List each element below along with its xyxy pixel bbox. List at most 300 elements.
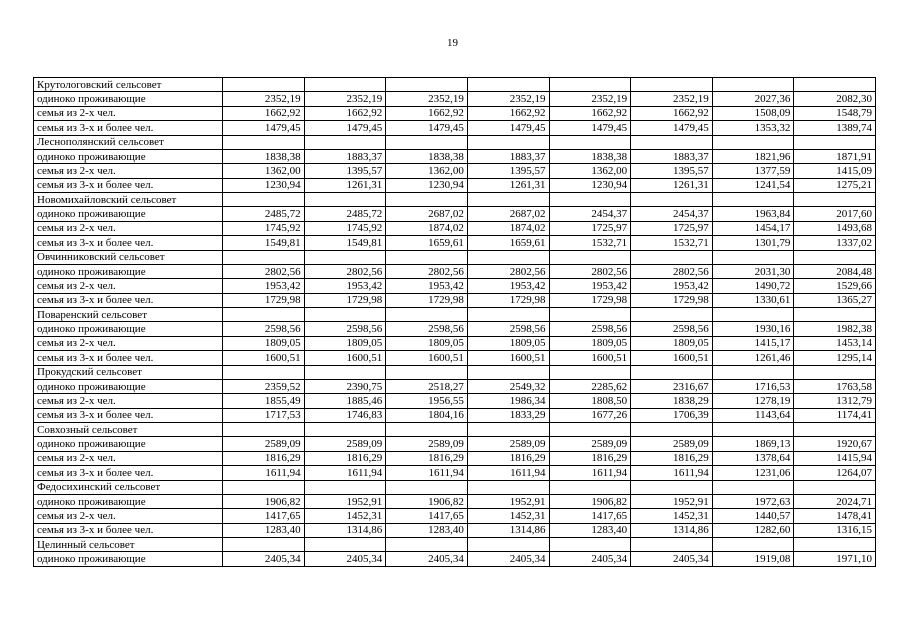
value-cell: 1809,05 (467, 336, 549, 350)
value-cell: 1337,02 (794, 236, 876, 250)
value-cell: 2549,32 (467, 379, 549, 393)
value-cell (712, 365, 794, 379)
table-row (34, 351, 876, 365)
value-cell (223, 365, 305, 379)
value-cell: 1906,82 (549, 494, 631, 508)
value-cell: 1809,05 (631, 336, 713, 350)
table-row (34, 106, 876, 120)
value-cell: 1804,16 (386, 408, 468, 422)
value-cell: 1821,96 (712, 149, 794, 163)
value-cell: 2589,09 (631, 437, 713, 451)
row-label: семья из 3-х и более чел. (34, 523, 223, 537)
value-cell (223, 423, 305, 437)
value-cell: 2352,19 (631, 92, 713, 106)
row-label: семья из 3-х и более чел. (34, 351, 223, 365)
value-cell: 2454,37 (631, 207, 713, 221)
tariff-table (33, 77, 876, 567)
value-cell (304, 250, 386, 264)
row-label: семья из 2-х чел. (34, 336, 223, 350)
value-cell: 2485,72 (223, 207, 305, 221)
value-cell: 1452,31 (631, 509, 713, 523)
value-cell: 1956,55 (386, 394, 468, 408)
value-cell (794, 308, 876, 322)
value-cell: 1479,45 (631, 121, 713, 135)
table-row (34, 178, 876, 192)
table-row (34, 164, 876, 178)
row-label: семья из 3-х и более чел. (34, 121, 223, 135)
value-cell: 2589,09 (549, 437, 631, 451)
value-cell: 1838,38 (223, 149, 305, 163)
value-cell: 1662,92 (467, 106, 549, 120)
value-cell: 1953,42 (304, 279, 386, 293)
row-label: Новомихайловский сельсовет (34, 193, 223, 207)
table-row (34, 466, 876, 480)
table-row (34, 451, 876, 465)
value-cell: 2405,34 (631, 552, 713, 566)
value-cell: 1729,98 (304, 293, 386, 307)
row-label: Поваренский сельсовет (34, 308, 223, 322)
value-cell: 1809,05 (223, 336, 305, 350)
value-cell: 1417,65 (549, 509, 631, 523)
table-row (34, 135, 876, 149)
value-cell (712, 78, 794, 92)
value-cell: 2405,34 (549, 552, 631, 566)
value-cell: 2598,56 (304, 322, 386, 336)
value-cell: 1662,92 (386, 106, 468, 120)
value-cell: 1883,37 (304, 149, 386, 163)
value-cell: 2405,34 (467, 552, 549, 566)
value-cell: 2352,19 (467, 92, 549, 106)
value-cell: 2352,19 (223, 92, 305, 106)
value-cell: 1283,40 (386, 523, 468, 537)
value-cell (386, 250, 468, 264)
value-cell: 1415,94 (794, 451, 876, 465)
value-cell: 1611,94 (304, 466, 386, 480)
value-cell: 2598,56 (549, 322, 631, 336)
value-cell (223, 538, 305, 552)
value-cell (549, 193, 631, 207)
value-cell (549, 538, 631, 552)
table-row (34, 423, 876, 437)
value-cell: 2802,56 (304, 264, 386, 278)
value-cell: 2802,56 (223, 264, 305, 278)
value-cell: 2352,19 (386, 92, 468, 106)
value-cell (467, 480, 549, 494)
value-cell: 1479,45 (467, 121, 549, 135)
value-cell: 1729,98 (223, 293, 305, 307)
value-cell (631, 193, 713, 207)
value-cell: 1885,46 (304, 394, 386, 408)
value-cell: 2589,09 (223, 437, 305, 451)
table-row (34, 523, 876, 537)
value-cell: 1725,97 (631, 221, 713, 235)
table-row (34, 149, 876, 163)
row-label: одиноко проживающие (34, 437, 223, 451)
value-cell: 2454,37 (549, 207, 631, 221)
table-row (34, 193, 876, 207)
value-cell: 1677,26 (549, 408, 631, 422)
value-cell: 1452,31 (304, 509, 386, 523)
value-cell: 1395,57 (467, 164, 549, 178)
value-cell: 1600,51 (223, 351, 305, 365)
value-cell: 1479,45 (549, 121, 631, 135)
value-cell (794, 365, 876, 379)
value-cell: 1874,02 (386, 221, 468, 235)
value-cell: 1809,05 (549, 336, 631, 350)
value-cell: 1833,29 (467, 408, 549, 422)
value-cell: 1452,31 (467, 509, 549, 523)
value-cell: 1532,71 (631, 236, 713, 250)
value-cell: 1662,92 (549, 106, 631, 120)
value-cell (631, 78, 713, 92)
row-label: семья из 2-х чел. (34, 106, 223, 120)
value-cell: 1278,19 (712, 394, 794, 408)
table-row (34, 78, 876, 92)
value-cell (631, 250, 713, 264)
value-cell: 1729,98 (386, 293, 468, 307)
value-cell (467, 365, 549, 379)
value-cell (386, 193, 468, 207)
value-cell (223, 78, 305, 92)
value-cell: 1261,31 (467, 178, 549, 192)
value-cell: 2285,62 (549, 379, 631, 393)
value-cell: 1508,09 (712, 106, 794, 120)
value-cell (304, 135, 386, 149)
value-cell: 2589,09 (467, 437, 549, 451)
value-cell: 1143,64 (712, 408, 794, 422)
value-cell: 1241,54 (712, 178, 794, 192)
value-cell (386, 480, 468, 494)
value-cell: 2359,52 (223, 379, 305, 393)
value-cell (304, 308, 386, 322)
table-row (34, 293, 876, 307)
value-cell: 1600,51 (467, 351, 549, 365)
value-cell: 1600,51 (304, 351, 386, 365)
value-cell (549, 423, 631, 437)
value-cell: 1417,65 (386, 509, 468, 523)
value-cell (712, 250, 794, 264)
value-cell: 1816,29 (304, 451, 386, 465)
page-number: 19 (447, 37, 458, 49)
value-cell: 1883,37 (467, 149, 549, 163)
value-cell: 1809,05 (304, 336, 386, 350)
value-cell: 1809,05 (386, 336, 468, 350)
value-cell: 1716,53 (712, 379, 794, 393)
value-cell: 1282,60 (712, 523, 794, 537)
value-cell: 1312,79 (794, 394, 876, 408)
value-cell (631, 480, 713, 494)
value-cell (223, 193, 305, 207)
value-cell: 1479,45 (223, 121, 305, 135)
value-cell: 1717,53 (223, 408, 305, 422)
value-cell: 1906,82 (223, 494, 305, 508)
value-cell (386, 78, 468, 92)
value-cell: 1549,81 (223, 236, 305, 250)
value-cell (631, 423, 713, 437)
row-label: одиноко проживающие (34, 494, 223, 508)
value-cell (712, 308, 794, 322)
value-cell: 1855,49 (223, 394, 305, 408)
value-cell: 1230,94 (223, 178, 305, 192)
value-cell (467, 250, 549, 264)
row-label: Совхозный сельсовет (34, 423, 223, 437)
value-cell (794, 480, 876, 494)
value-cell: 1963,84 (712, 207, 794, 221)
value-cell: 1952,91 (304, 494, 386, 508)
value-cell: 2802,56 (631, 264, 713, 278)
row-label: Крутологовский сельсовет (34, 78, 223, 92)
value-cell (304, 538, 386, 552)
value-cell (794, 250, 876, 264)
table-row (34, 92, 876, 106)
value-cell: 1662,92 (304, 106, 386, 120)
value-cell: 1478,41 (794, 509, 876, 523)
table-row (34, 308, 876, 322)
value-cell: 1838,38 (386, 149, 468, 163)
value-cell (304, 423, 386, 437)
value-cell: 1353,32 (712, 121, 794, 135)
value-cell (467, 423, 549, 437)
value-cell: 1365,27 (794, 293, 876, 307)
value-cell: 1532,71 (549, 236, 631, 250)
value-cell: 1295,14 (794, 351, 876, 365)
value-cell: 1378,64 (712, 451, 794, 465)
value-cell (223, 135, 305, 149)
value-cell: 1953,42 (549, 279, 631, 293)
table-row (34, 279, 876, 293)
row-label: одиноко проживающие (34, 322, 223, 336)
value-cell: 1745,92 (304, 221, 386, 235)
value-cell: 2027,36 (712, 92, 794, 106)
row-label: одиноко проживающие (34, 552, 223, 566)
value-cell (223, 308, 305, 322)
value-cell: 2802,56 (386, 264, 468, 278)
row-label: одиноко проживающие (34, 149, 223, 163)
value-cell (223, 480, 305, 494)
value-cell: 2485,72 (304, 207, 386, 221)
value-cell: 1816,29 (467, 451, 549, 465)
value-cell: 1971,10 (794, 552, 876, 566)
value-cell: 1493,68 (794, 221, 876, 235)
value-cell: 1659,61 (386, 236, 468, 250)
value-cell: 1261,46 (712, 351, 794, 365)
row-label: семья из 2-х чел. (34, 221, 223, 235)
value-cell: 1816,29 (223, 451, 305, 465)
value-cell (386, 538, 468, 552)
value-cell (549, 308, 631, 322)
value-cell: 1808,50 (549, 394, 631, 408)
value-cell: 1662,92 (631, 106, 713, 120)
value-cell (631, 135, 713, 149)
row-label: Леснополянский сельсовет (34, 135, 223, 149)
value-cell: 1600,51 (386, 351, 468, 365)
value-cell: 2390,75 (304, 379, 386, 393)
table-row (34, 509, 876, 523)
row-label: семья из 3-х и более чел. (34, 236, 223, 250)
value-cell: 1952,91 (631, 494, 713, 508)
value-cell: 2802,56 (467, 264, 549, 278)
value-cell: 1440,57 (712, 509, 794, 523)
value-cell: 1919,08 (712, 552, 794, 566)
value-cell: 1275,21 (794, 178, 876, 192)
value-cell: 2024,71 (794, 494, 876, 508)
row-label: семья из 2-х чел. (34, 509, 223, 523)
value-cell (712, 538, 794, 552)
value-cell (467, 193, 549, 207)
value-cell: 2405,34 (386, 552, 468, 566)
value-cell: 1611,94 (223, 466, 305, 480)
value-cell: 1972,63 (712, 494, 794, 508)
table-row (34, 250, 876, 264)
value-cell: 1454,17 (712, 221, 794, 235)
row-label: Прокудский сельсовет (34, 365, 223, 379)
value-cell: 1611,94 (386, 466, 468, 480)
value-cell: 1725,97 (549, 221, 631, 235)
row-label: одиноко проживающие (34, 207, 223, 221)
value-cell: 1869,13 (712, 437, 794, 451)
value-cell: 1314,86 (304, 523, 386, 537)
value-cell: 1389,74 (794, 121, 876, 135)
value-cell: 1415,17 (712, 336, 794, 350)
value-cell: 2082,30 (794, 92, 876, 106)
row-label: семья из 3-х и более чел. (34, 293, 223, 307)
table-row (34, 552, 876, 566)
row-label: одиноко проживающие (34, 92, 223, 106)
value-cell (794, 193, 876, 207)
value-cell: 2589,09 (304, 437, 386, 451)
value-cell: 1362,00 (223, 164, 305, 178)
value-cell: 1453,14 (794, 336, 876, 350)
value-cell (549, 78, 631, 92)
value-cell: 1174,41 (794, 408, 876, 422)
table-row (34, 437, 876, 451)
value-cell (631, 308, 713, 322)
value-cell: 1479,45 (304, 121, 386, 135)
value-cell: 1816,29 (386, 451, 468, 465)
value-cell: 1930,16 (712, 322, 794, 336)
table-row (34, 207, 876, 221)
value-cell (631, 538, 713, 552)
value-cell (467, 538, 549, 552)
value-cell (304, 78, 386, 92)
value-cell (386, 308, 468, 322)
row-label: семья из 3-х и более чел. (34, 466, 223, 480)
value-cell (794, 78, 876, 92)
value-cell: 1874,02 (467, 221, 549, 235)
value-cell: 1920,67 (794, 437, 876, 451)
value-cell: 2352,19 (304, 92, 386, 106)
value-cell (549, 480, 631, 494)
row-label: Овчинниковский сельсовет (34, 250, 223, 264)
row-label: семья из 3-х и более чел. (34, 178, 223, 192)
value-cell: 1611,94 (631, 466, 713, 480)
row-label: семья из 2-х чел. (34, 451, 223, 465)
value-cell: 1871,91 (794, 149, 876, 163)
value-cell: 1745,92 (223, 221, 305, 235)
value-cell: 2017,60 (794, 207, 876, 221)
value-cell: 1283,40 (549, 523, 631, 537)
value-cell: 2405,34 (223, 552, 305, 566)
value-cell: 1906,82 (386, 494, 468, 508)
value-cell: 1611,94 (467, 466, 549, 480)
value-cell: 2598,56 (223, 322, 305, 336)
value-cell (549, 365, 631, 379)
value-cell: 2598,56 (386, 322, 468, 336)
value-cell: 1230,94 (549, 178, 631, 192)
value-cell: 1417,65 (223, 509, 305, 523)
row-label: семья из 2-х чел. (34, 279, 223, 293)
value-cell: 2598,56 (467, 322, 549, 336)
row-label: семья из 2-х чел. (34, 394, 223, 408)
value-cell (712, 480, 794, 494)
value-cell: 1490,72 (712, 279, 794, 293)
value-cell: 1611,94 (549, 466, 631, 480)
value-cell: 1549,81 (304, 236, 386, 250)
value-cell: 2084,48 (794, 264, 876, 278)
value-cell: 1729,98 (631, 293, 713, 307)
value-cell: 1377,59 (712, 164, 794, 178)
value-cell: 1706,39 (631, 408, 713, 422)
value-cell: 1816,29 (549, 451, 631, 465)
value-cell: 1952,91 (467, 494, 549, 508)
value-cell: 2687,02 (467, 207, 549, 221)
value-cell: 1479,45 (386, 121, 468, 135)
table-row (34, 121, 876, 135)
table-row (34, 264, 876, 278)
value-cell: 1953,42 (631, 279, 713, 293)
value-cell: 1838,29 (631, 394, 713, 408)
table-row (34, 365, 876, 379)
value-cell: 1261,31 (631, 178, 713, 192)
table-row (34, 394, 876, 408)
value-cell (386, 423, 468, 437)
value-cell: 1953,42 (223, 279, 305, 293)
value-cell: 1883,37 (631, 149, 713, 163)
value-cell (304, 365, 386, 379)
value-cell: 2518,27 (386, 379, 468, 393)
table-row (34, 538, 876, 552)
value-cell: 1729,98 (467, 293, 549, 307)
value-cell: 1662,92 (223, 106, 305, 120)
value-cell (467, 135, 549, 149)
value-cell: 2802,56 (549, 264, 631, 278)
table-row (34, 379, 876, 393)
value-cell: 1316,15 (794, 523, 876, 537)
value-cell: 1986,34 (467, 394, 549, 408)
value-cell: 1529,66 (794, 279, 876, 293)
value-cell (386, 135, 468, 149)
value-cell: 1283,40 (223, 523, 305, 537)
value-cell: 1982,38 (794, 322, 876, 336)
value-cell: 1763,58 (794, 379, 876, 393)
value-cell: 2031,30 (712, 264, 794, 278)
value-cell: 1264,07 (794, 466, 876, 480)
row-label: Целинный сельсовет (34, 538, 223, 552)
row-label: одиноко проживающие (34, 379, 223, 393)
table-row (34, 336, 876, 350)
value-cell (549, 135, 631, 149)
value-cell (712, 423, 794, 437)
value-cell (794, 135, 876, 149)
value-cell: 1395,57 (304, 164, 386, 178)
value-cell (467, 78, 549, 92)
table-row (34, 221, 876, 235)
value-cell (386, 365, 468, 379)
value-cell: 1729,98 (549, 293, 631, 307)
value-cell: 1746,83 (304, 408, 386, 422)
value-cell: 1838,38 (549, 149, 631, 163)
value-cell: 1314,86 (467, 523, 549, 537)
